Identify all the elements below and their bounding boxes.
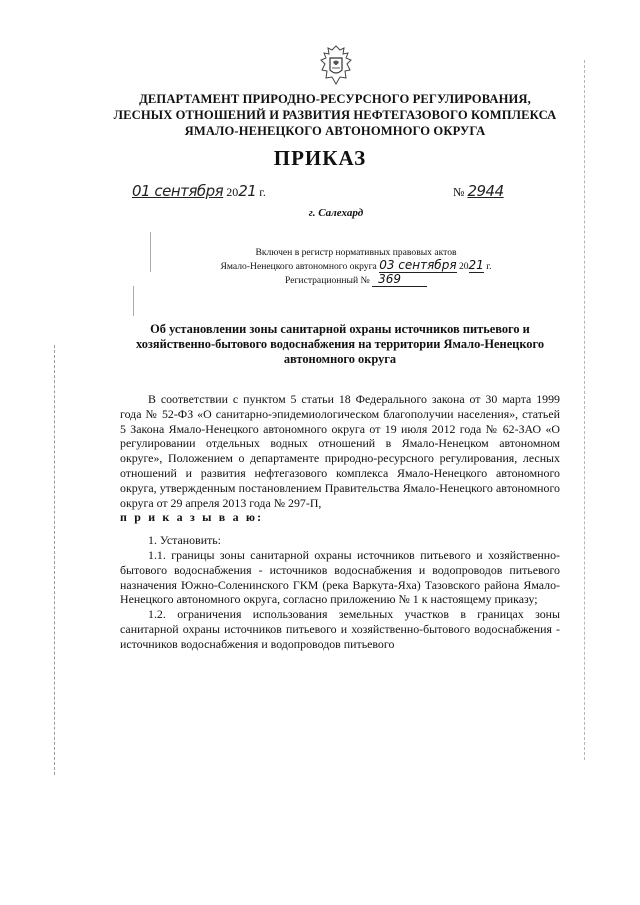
- order-date: [132, 182, 266, 200]
- department-line-2: ЛЕСНЫХ ОТНОШЕНИЙ И РАЗВИТИЯ НЕФТЕГАЗОВОГО КОМПЛЕКСА: [113, 108, 557, 122]
- registration-stamp: [196, 246, 516, 287]
- order-word: п р и к а з ы в а ю:: [120, 510, 264, 525]
- handwritten-number: 2944: [467, 182, 504, 200]
- registration-year: 21: [468, 258, 484, 272]
- document-body: [120, 392, 560, 652]
- registration-line-2: Ямало-Ненецкого автономного округа 03 сентября 2021 г.: [220, 258, 492, 272]
- handwritten-year: 21: [238, 182, 257, 200]
- department-line-3: ЯМАЛО-НЕНЕЦКОГО АВТОНОМНОГО ОКРУГА: [184, 124, 486, 138]
- registration-number: 369: [372, 272, 427, 287]
- city: г. Салехард: [308, 207, 364, 219]
- coat-of-arms-emblem: [318, 44, 354, 88]
- number-prefix: №: [453, 185, 465, 199]
- scan-artifact-line: [150, 232, 151, 272]
- item-1-2: 1.2. ограничения использования земельных участков в границах зоны санитарной охраны источников питьевого и хозяйственно-бытового водоснабжения - источников водоснабжения и водопроводов питьевого: [120, 607, 560, 651]
- document-subject: Об установлении зоны санитарной охраны источников питьевого и хозяйственно-бытового водоснабжения на территории Ямало-Ненецкого автономного округа: [135, 322, 545, 366]
- scan-artifact-line: [133, 286, 134, 316]
- scan-edge-left: [54, 345, 56, 775]
- order-number: [453, 182, 504, 200]
- year-prefix: 20: [226, 185, 239, 199]
- handwritten-date: 01 сентября: [132, 182, 224, 200]
- department-line-1: ДЕПАРТАМЕНТ ПРИРОДНО-РЕСУРСНОГО РЕГУЛИРОВАНИЯ,: [139, 92, 531, 106]
- preamble-paragraph: В соответствии с пунктом 5 статьи 18 Федерального закона от 30 марта 1999 года № 52-ФЗ «О санитарно-эпидемиологическом благополучии населения», статьей 5 Закона Ямало-Ненецкого автономного округа от 19 июля 2012 года № 62-ЗАО «О регулировании отдельных водных отношений в Ямало-Ненецком автономном округе», Положением о департаменте природно-ресурсного регулирования, лесных отношений и развития нефтегазового комплекса Ямало-Ненецкого автономного округа, утвержденным постановлением Правительства Ямало-Ненецкого автономного округа от 29 апреля 2013 года № 297-П,: [120, 392, 560, 510]
- item-1: 1. Установить:: [148, 533, 221, 548]
- year-suffix: г.: [259, 185, 266, 199]
- registration-line-1: Включен в регистр нормативных правовых актов: [255, 247, 457, 258]
- item-1-1: 1.1. границы зоны санитарной охраны источников питьевого и хозяйственно-бытового водоснабжения - источников водоснабжения и водопроводов питьевого назначения Южно-Соленинского ГКМ (река Варкута-Яха) Тазовского района Ямало-Ненецкого автономного округа, согласно приложению № 1 к настоящему приказу;: [120, 547, 560, 607]
- registration-date: 03 сентября: [379, 258, 457, 272]
- department-name: [100, 91, 570, 139]
- document-type-title: ПРИКАЗ: [273, 146, 367, 170]
- registration-line-3: Регистрационный № 369: [196, 273, 516, 287]
